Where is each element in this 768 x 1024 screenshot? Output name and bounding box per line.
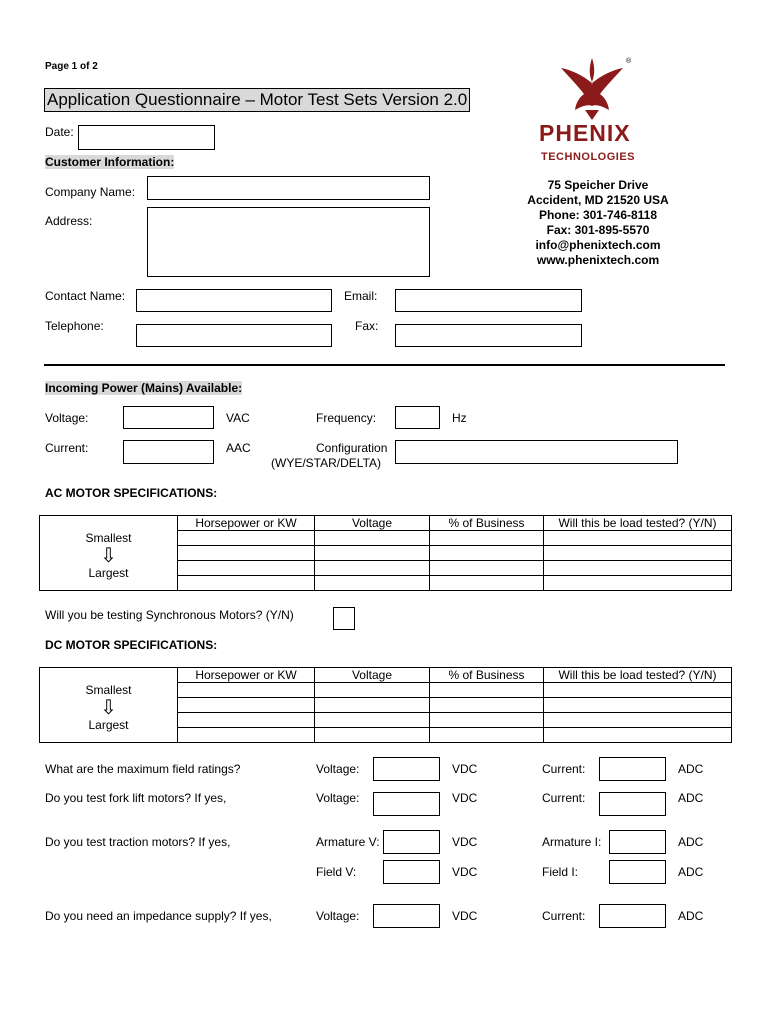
table-cell[interactable]	[315, 576, 430, 591]
vac-unit: VAC	[226, 411, 250, 425]
table-cell[interactable]	[315, 531, 430, 546]
dc-specs-table	[39, 667, 732, 743]
fork-lift-voltage-field[interactable]	[373, 792, 440, 816]
logo-name: PHENIX	[539, 120, 631, 146]
largest-label: Largest	[88, 565, 129, 580]
frequency-label: Frequency:	[316, 411, 377, 425]
table-cell[interactable]	[544, 531, 732, 546]
table-cell[interactable]	[315, 683, 430, 698]
fork-lift-question: Do you test fork lift motors? If yes,	[45, 791, 227, 805]
field-current-field[interactable]	[599, 757, 666, 781]
table-row	[40, 683, 732, 698]
company-website[interactable]: www.phenixtech.com	[536, 253, 660, 267]
table-cell[interactable]	[430, 576, 544, 591]
armature-v-label: Armature V:	[316, 835, 380, 849]
field-voltage-field[interactable]	[373, 757, 440, 781]
fax-field[interactable]	[395, 324, 582, 347]
col-header-voltage: Voltage	[315, 516, 430, 531]
field-ratings-question: What are the maximum field ratings?	[45, 762, 241, 776]
table-cell[interactable]	[178, 576, 315, 591]
largest-label: Largest	[88, 717, 129, 732]
col-header-load-tested: Will this be load tested? (Y/N)	[544, 668, 732, 683]
table-header-row	[40, 668, 732, 683]
frequency-field[interactable]	[395, 406, 440, 429]
dc-specs-heading: DC MOTOR SPECIFICATIONS:	[45, 638, 218, 652]
table-cell[interactable]	[544, 546, 732, 561]
table-header-row	[40, 516, 732, 531]
company-name-field[interactable]	[147, 176, 430, 200]
down-arrow-icon: ⇩	[100, 696, 117, 719]
table-cell[interactable]	[178, 698, 315, 713]
impedance-current-field[interactable]	[599, 904, 666, 928]
table-corner-cell	[40, 668, 178, 683]
impedance-question: Do you need an impedance supply? If yes,	[45, 909, 272, 923]
email-label: Email:	[344, 289, 378, 303]
table-cell[interactable]	[178, 546, 315, 561]
email-field[interactable]	[395, 289, 582, 312]
table-cell[interactable]	[315, 546, 430, 561]
table-cell[interactable]	[315, 728, 430, 743]
address-label: Address:	[45, 214, 93, 228]
field-v-label: Field V:	[316, 865, 357, 879]
down-arrow-icon: ⇩	[100, 544, 117, 567]
adc-unit: ADC	[678, 909, 704, 923]
adc-unit: ADC	[678, 835, 704, 849]
sync-motors-question: Will you be testing Synchronous Motors? (Y/N)	[45, 608, 294, 622]
date-label: Date:	[45, 125, 74, 139]
company-phone: Phone: 301-746-8118	[538, 208, 658, 222]
armature-v-field[interactable]	[383, 830, 440, 854]
armature-i-label: Armature I:	[542, 835, 602, 849]
vdc-unit: VDC	[452, 909, 478, 923]
table-cell[interactable]	[430, 728, 544, 743]
impedance-current-label: Current:	[542, 909, 586, 923]
table-cell[interactable]	[544, 576, 732, 591]
armature-i-field[interactable]	[609, 830, 666, 854]
adc-unit: ADC	[678, 791, 704, 805]
fax-label: Fax:	[355, 319, 379, 333]
voltage-label: Voltage:	[45, 411, 89, 425]
vdc-unit: VDC	[452, 865, 478, 879]
size-range-cell	[40, 683, 178, 743]
col-header-horsepower: Horsepower or KW	[178, 668, 315, 683]
col-header-voltage: Voltage	[315, 668, 430, 683]
table-cell[interactable]	[430, 713, 544, 728]
vdc-unit: VDC	[452, 762, 478, 776]
company-fax: Fax: 301-895-5570	[546, 223, 650, 237]
impedance-voltage-label: Voltage:	[316, 909, 360, 923]
col-header-horsepower: Horsepower or KW	[178, 516, 315, 531]
configuration-options: (WYE/STAR/DELTA)	[271, 456, 382, 470]
table-cell[interactable]	[544, 561, 732, 576]
table-cell[interactable]	[430, 561, 544, 576]
customer-info-heading: Customer Information:	[45, 155, 175, 169]
impedance-voltage-field[interactable]	[373, 904, 440, 928]
table-cell[interactable]	[430, 683, 544, 698]
table-cell[interactable]	[178, 683, 315, 698]
size-range-cell	[40, 531, 178, 591]
table-cell[interactable]	[430, 531, 544, 546]
table-row	[40, 531, 732, 546]
company-contact-block	[508, 178, 688, 268]
table-cell[interactable]	[544, 698, 732, 713]
fork-lift-current-label: Current:	[542, 791, 586, 805]
company-street: 75 Speicher Drive	[547, 178, 649, 192]
table-cell[interactable]	[178, 728, 315, 743]
page-indicator: Page 1 of 2	[45, 61, 98, 72]
incoming-power-heading: Incoming Power (Mains) Available:	[45, 381, 243, 395]
company-email[interactable]: info@phenixtech.com	[535, 238, 661, 252]
configuration-field[interactable]	[395, 440, 678, 464]
registered-mark: ®	[626, 58, 632, 65]
ac-specs-table	[39, 515, 732, 591]
table-cell[interactable]	[544, 713, 732, 728]
sync-motors-checkbox[interactable]	[333, 607, 355, 630]
current-label: Current:	[45, 441, 89, 455]
table-cell[interactable]	[544, 728, 732, 743]
table-cell[interactable]	[178, 561, 315, 576]
vdc-unit: VDC	[452, 791, 478, 805]
col-header-load-tested: Will this be load tested? (Y/N)	[544, 516, 732, 531]
col-header-percent-business: % of Business	[430, 668, 544, 683]
field-v-field[interactable]	[383, 860, 440, 884]
table-corner-cell	[40, 516, 178, 531]
section-divider	[44, 364, 725, 366]
telephone-label: Telephone:	[45, 319, 104, 333]
address-field[interactable]	[147, 207, 430, 277]
smallest-label: Smallest	[85, 530, 132, 545]
table-cell[interactable]	[315, 713, 430, 728]
phoenix-bird-icon	[530, 50, 650, 120]
field-i-field[interactable]	[609, 860, 666, 884]
table-cell[interactable]	[430, 546, 544, 561]
hz-unit: Hz	[452, 411, 467, 425]
contact-name-label: Contact Name:	[45, 289, 126, 303]
aac-unit: AAC	[226, 441, 251, 455]
fork-lift-voltage-label: Voltage:	[316, 791, 360, 805]
page-title: Application Questionnaire – Motor Test Sets Version 2.0	[44, 88, 470, 112]
voltage-field[interactable]	[123, 406, 214, 429]
field-i-label: Field I:	[542, 865, 579, 879]
vdc-unit: VDC	[452, 835, 478, 849]
ac-specs-heading: AC MOTOR SPECIFICATIONS:	[45, 486, 218, 500]
table-cell[interactable]	[178, 531, 315, 546]
company-city: Accident, MD 21520 USA	[527, 193, 669, 207]
table-cell[interactable]	[178, 713, 315, 728]
configuration-label: Configuration	[316, 441, 388, 455]
field-current-label: Current:	[542, 762, 586, 776]
contact-name-field[interactable]	[136, 289, 332, 312]
table-cell[interactable]	[430, 698, 544, 713]
adc-unit: ADC	[678, 762, 704, 776]
fork-lift-current-field[interactable]	[599, 792, 666, 816]
traction-question: Do you test traction motors? If yes,	[45, 835, 231, 849]
table-cell[interactable]	[315, 561, 430, 576]
smallest-label: Smallest	[85, 682, 132, 697]
telephone-field[interactable]	[136, 324, 332, 347]
current-field[interactable]	[123, 440, 214, 464]
table-cell[interactable]	[315, 698, 430, 713]
field-voltage-label: Voltage:	[316, 762, 360, 776]
phenix-logo	[530, 50, 650, 170]
company-name-label: Company Name:	[45, 185, 136, 199]
table-cell[interactable]	[544, 683, 732, 698]
adc-unit: ADC	[678, 865, 704, 879]
logo-subtitle: TECHNOLOGIES	[541, 151, 636, 163]
col-header-percent-business: % of Business	[430, 516, 544, 531]
date-field[interactable]	[78, 125, 215, 150]
